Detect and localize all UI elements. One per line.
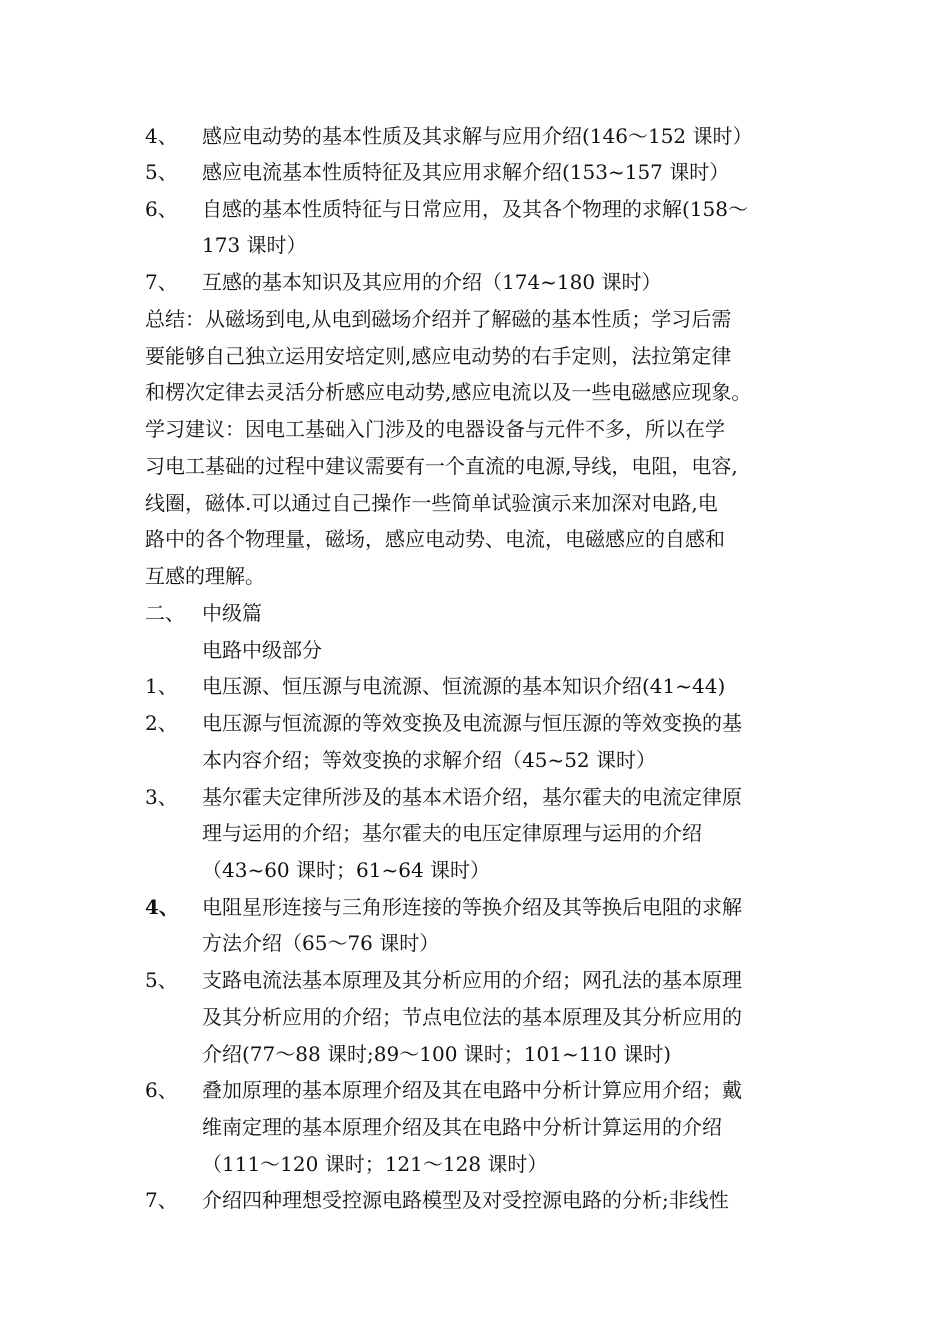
item-text: 感应电动势的基本性质及其求解与应用介绍(146～152 课时） — [202, 124, 753, 148]
item-text: 介绍四种理想受控源电路模型及对受控源电路的分析;非线性 — [202, 1188, 729, 1212]
subtitle-text: 电路中级部分 — [202, 638, 322, 662]
item-number: 2、 — [145, 711, 178, 735]
paragraph-line: 互感的理解。 — [145, 564, 265, 588]
paragraph-line: 总结：从磁场到电,从电到磁场介绍并了解磁的基本性质；学习后需 — [145, 307, 732, 331]
item-number: 5、 — [145, 968, 178, 992]
item-text: 叠加原理的基本原理介绍及其在电路中分析计算应用介绍；戴 — [202, 1078, 742, 1102]
item-text: 173 课时） — [202, 233, 307, 257]
item-number: 4、 — [145, 124, 178, 148]
item-text: 感应电流基本性质特征及其应用求解介绍(153~157 课时） — [202, 160, 730, 184]
item-text: 电压源与恒流源的等效变换及电流源与恒压源的等效变换的基 — [202, 711, 742, 735]
item-text: 理与运用的介绍；基尔霍夫的电压定律原理与运用的介绍 — [202, 821, 702, 845]
item-text: 本内容介绍；等效变换的求解介绍（45~52 课时） — [202, 748, 657, 772]
item-text: 电压源、恒压源与电流源、恒流源的基本知识介绍(41~44) — [202, 674, 726, 698]
item-text: 介绍(77～88 课时;89～100 课时；101~110 课时) — [202, 1042, 672, 1066]
item-text: 电阻星形连接与三角形连接的等换介绍及其等换后电阻的求解 — [202, 895, 742, 919]
item-text: 维南定理的基本原理介绍及其在电路中分析计算运用的介绍 — [202, 1115, 722, 1139]
section-title: 中级篇 — [202, 601, 262, 625]
item-number: 5、 — [145, 160, 178, 184]
item-text: 及其分析应用的介绍；节点电位法的基本原理及其分析应用的 — [202, 1005, 742, 1029]
item-text: 基尔霍夫定律所涉及的基本术语介绍，基尔霍夫的电流定律原 — [202, 785, 742, 809]
paragraph-line: 学习建议：因电工基础入门涉及的电器设备与元件不多，所以在学 — [145, 417, 725, 441]
item-number: 1、 — [145, 674, 178, 698]
item-text: 支路电流法基本原理及其分析应用的介绍；网孔法的基本原理 — [202, 968, 742, 992]
paragraph-line: 线圈，磁体.可以通过自己操作一些简单试验演示来加深对电路,电 — [145, 491, 718, 515]
item-number: 7、 — [145, 1188, 178, 1212]
item-text: （111～120 课时；121～128 课时） — [202, 1152, 548, 1176]
item-text: 自感的基本性质特征与日常应用，及其各个物理的求解(158～ — [202, 197, 748, 221]
item-text: 互感的基本知识及其应用的介绍（174~180 课时） — [202, 270, 662, 294]
item-number: 6、 — [145, 197, 178, 221]
item-number: 6、 — [145, 1078, 178, 1102]
item-number: 3、 — [145, 785, 178, 809]
item-number: 4、 — [145, 895, 179, 919]
paragraph-line: 路中的各个物理量，磁场，感应电动势、电流，电磁感应的自感和 — [145, 527, 725, 551]
paragraph-line: 和楞次定律去灵活分析感应电动势,感应电流以及一些电磁感应现象。 — [145, 380, 752, 404]
paragraph-line: 要能够自己独立运用安培定则,感应电动势的右手定则，法拉第定律 — [145, 344, 732, 368]
item-number: 7、 — [145, 270, 178, 294]
section-number: 二、 — [145, 601, 185, 625]
paragraph-line: 习电工基础的过程中建议需要有一个直流的电源,导线，电阻，电容, — [145, 454, 738, 478]
item-text: 方法介绍（65～76 课时） — [202, 931, 440, 955]
item-text: （43~60 课时；61~64 课时） — [202, 858, 491, 882]
